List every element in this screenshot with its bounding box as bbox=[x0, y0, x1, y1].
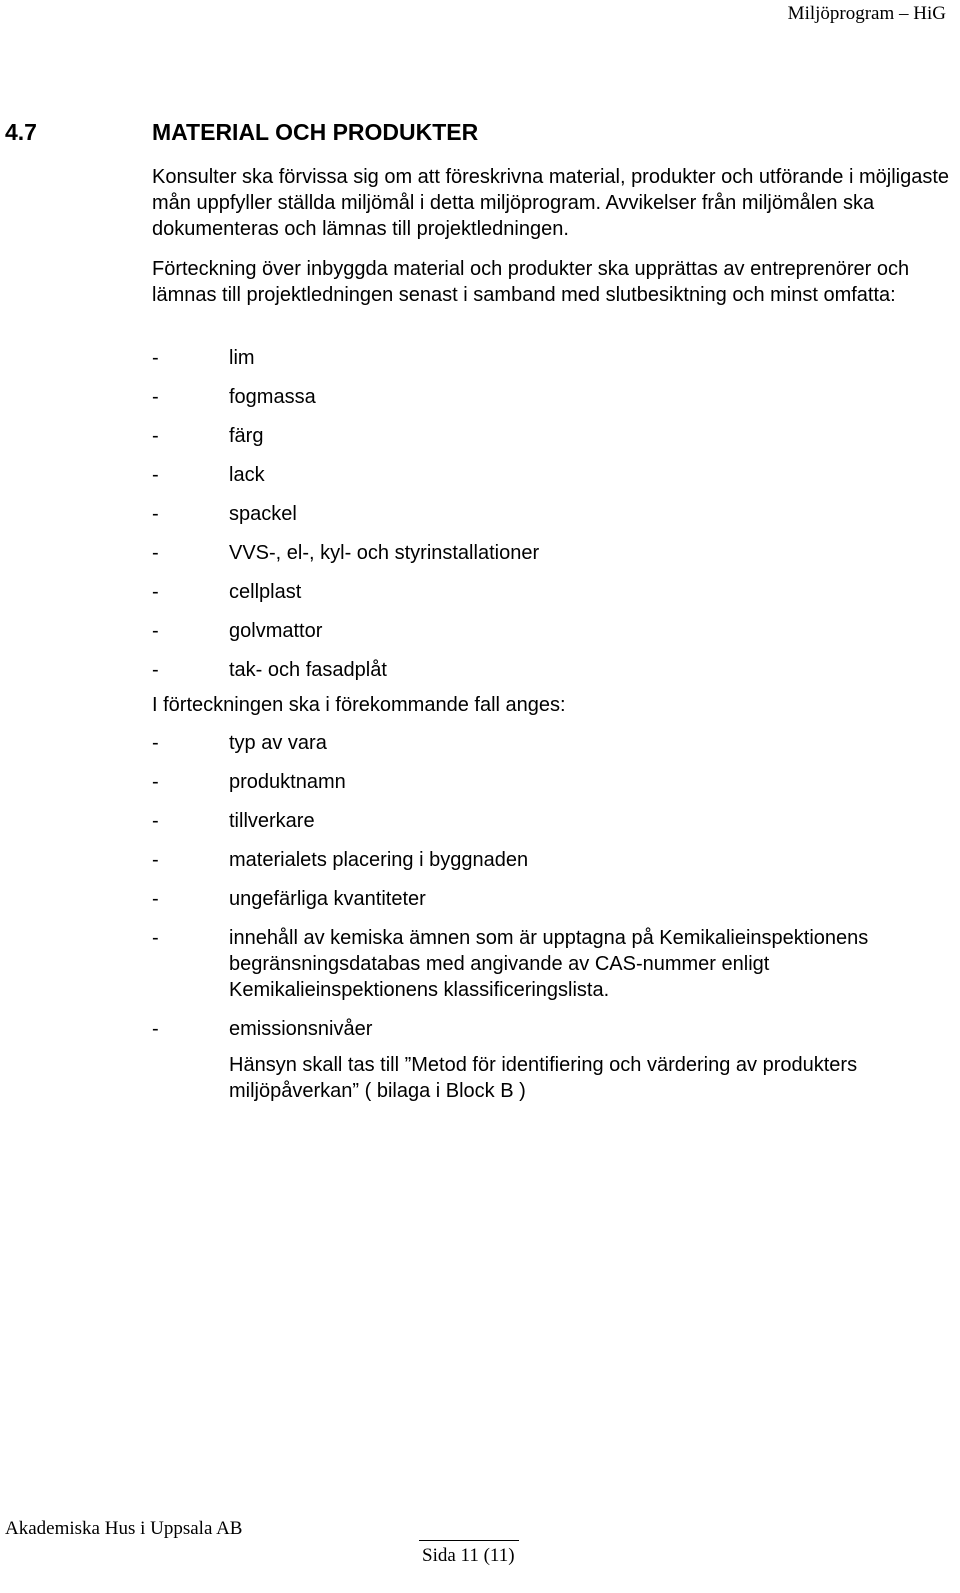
list-item-text: färg bbox=[229, 425, 264, 447]
list-item bbox=[152, 423, 952, 449]
list-item-text: fogmassa bbox=[229, 386, 316, 408]
page-number: Sida 11 (11) bbox=[422, 1545, 515, 1566]
list-dash: - bbox=[152, 464, 159, 486]
list-dash: - bbox=[152, 1018, 159, 1040]
section-number: 4.7 bbox=[5, 119, 37, 145]
section-title: MATERIAL OCH PRODUKTER bbox=[152, 119, 479, 145]
list-item bbox=[152, 730, 952, 756]
list-dash: - bbox=[152, 425, 159, 447]
list-dash: - bbox=[152, 659, 159, 681]
footer-company: Akademiska Hus i Uppsala AB bbox=[5, 1518, 243, 1539]
list-dash: - bbox=[152, 347, 159, 369]
list-item-text: golvmattor bbox=[229, 620, 323, 642]
list-dash: - bbox=[152, 810, 159, 832]
list-item-text: lack bbox=[229, 464, 265, 486]
intro-paragraph: Konsulter ska förvissa sig om att föreskrivna material, produkter och utförande i möjligaste mån uppfyller ställda miljömål i detta miljöprogram. Avvikelser från miljömålen ska dokumenteras och lämnas till projektledningen. bbox=[152, 166, 950, 240]
list-dash: - bbox=[152, 503, 159, 525]
method-note: Hänsyn skall tas till ”Metod för identifiering och värdering av produkters miljöpåverkan” ( bilaga i Block B ) bbox=[229, 1054, 858, 1102]
list-item bbox=[152, 808, 952, 834]
list-item-text: materialets placering i byggnaden bbox=[229, 849, 529, 871]
specification-list bbox=[152, 730, 952, 1055]
page-header: Miljöprogram – HiG bbox=[787, 3, 946, 24]
list-dash: - bbox=[152, 888, 159, 910]
list-item-text: spackel bbox=[229, 503, 297, 525]
list-item bbox=[152, 886, 952, 912]
inventory-paragraph: Förteckning över inbyggda material och produkter ska upprättas av entreprenörer och lämnas till projektledningen senast i samband med slutbesiktning och minst omfatta: bbox=[152, 258, 910, 306]
list-item bbox=[152, 540, 952, 566]
list-item bbox=[152, 579, 952, 605]
list-item bbox=[152, 925, 952, 1003]
list-dash: - bbox=[152, 620, 159, 642]
list-item bbox=[152, 384, 952, 410]
list-dash: - bbox=[152, 771, 159, 793]
list-item-text: typ av vara bbox=[229, 732, 327, 754]
list-item bbox=[152, 657, 952, 683]
list-item bbox=[152, 462, 952, 488]
list-dash: - bbox=[152, 581, 159, 603]
list-dash: - bbox=[152, 542, 159, 564]
list-item bbox=[152, 501, 952, 527]
list-item-text: lim bbox=[229, 347, 255, 369]
material-list bbox=[152, 345, 952, 696]
list-item-text: VVS-, el-, kyl- och styrinstallationer bbox=[229, 542, 540, 564]
list-item bbox=[152, 1016, 952, 1042]
list-item bbox=[152, 769, 952, 795]
list-item-text: tak- och fasadplåt bbox=[229, 659, 387, 681]
list-item-text: cellplast bbox=[229, 581, 302, 603]
list-dash: - bbox=[152, 386, 159, 408]
list-item bbox=[152, 847, 952, 873]
list-item-text: innehåll av kemiska ämnen som är upptagna på Kemikalieinspektionens begränsningsdatabas med angivande av CAS-nummer enligt Kemikalieinspektionens klassificeringslista. bbox=[229, 927, 869, 1001]
footer-divider bbox=[419, 1540, 519, 1541]
list-item-text: ungefärliga kvantiteter bbox=[229, 888, 426, 910]
list-item-text: tillverkare bbox=[229, 810, 315, 832]
list-item-text: emissionsnivåer bbox=[229, 1018, 373, 1040]
list-item bbox=[152, 618, 952, 644]
list-item-text: produktnamn bbox=[229, 771, 346, 793]
list-item bbox=[152, 345, 952, 371]
list-dash: - bbox=[152, 849, 159, 871]
list-dash: - bbox=[152, 732, 159, 754]
list-dash: - bbox=[152, 927, 159, 949]
specification-intro: I förteckningen ska i förekommande fall anges: bbox=[152, 694, 566, 716]
